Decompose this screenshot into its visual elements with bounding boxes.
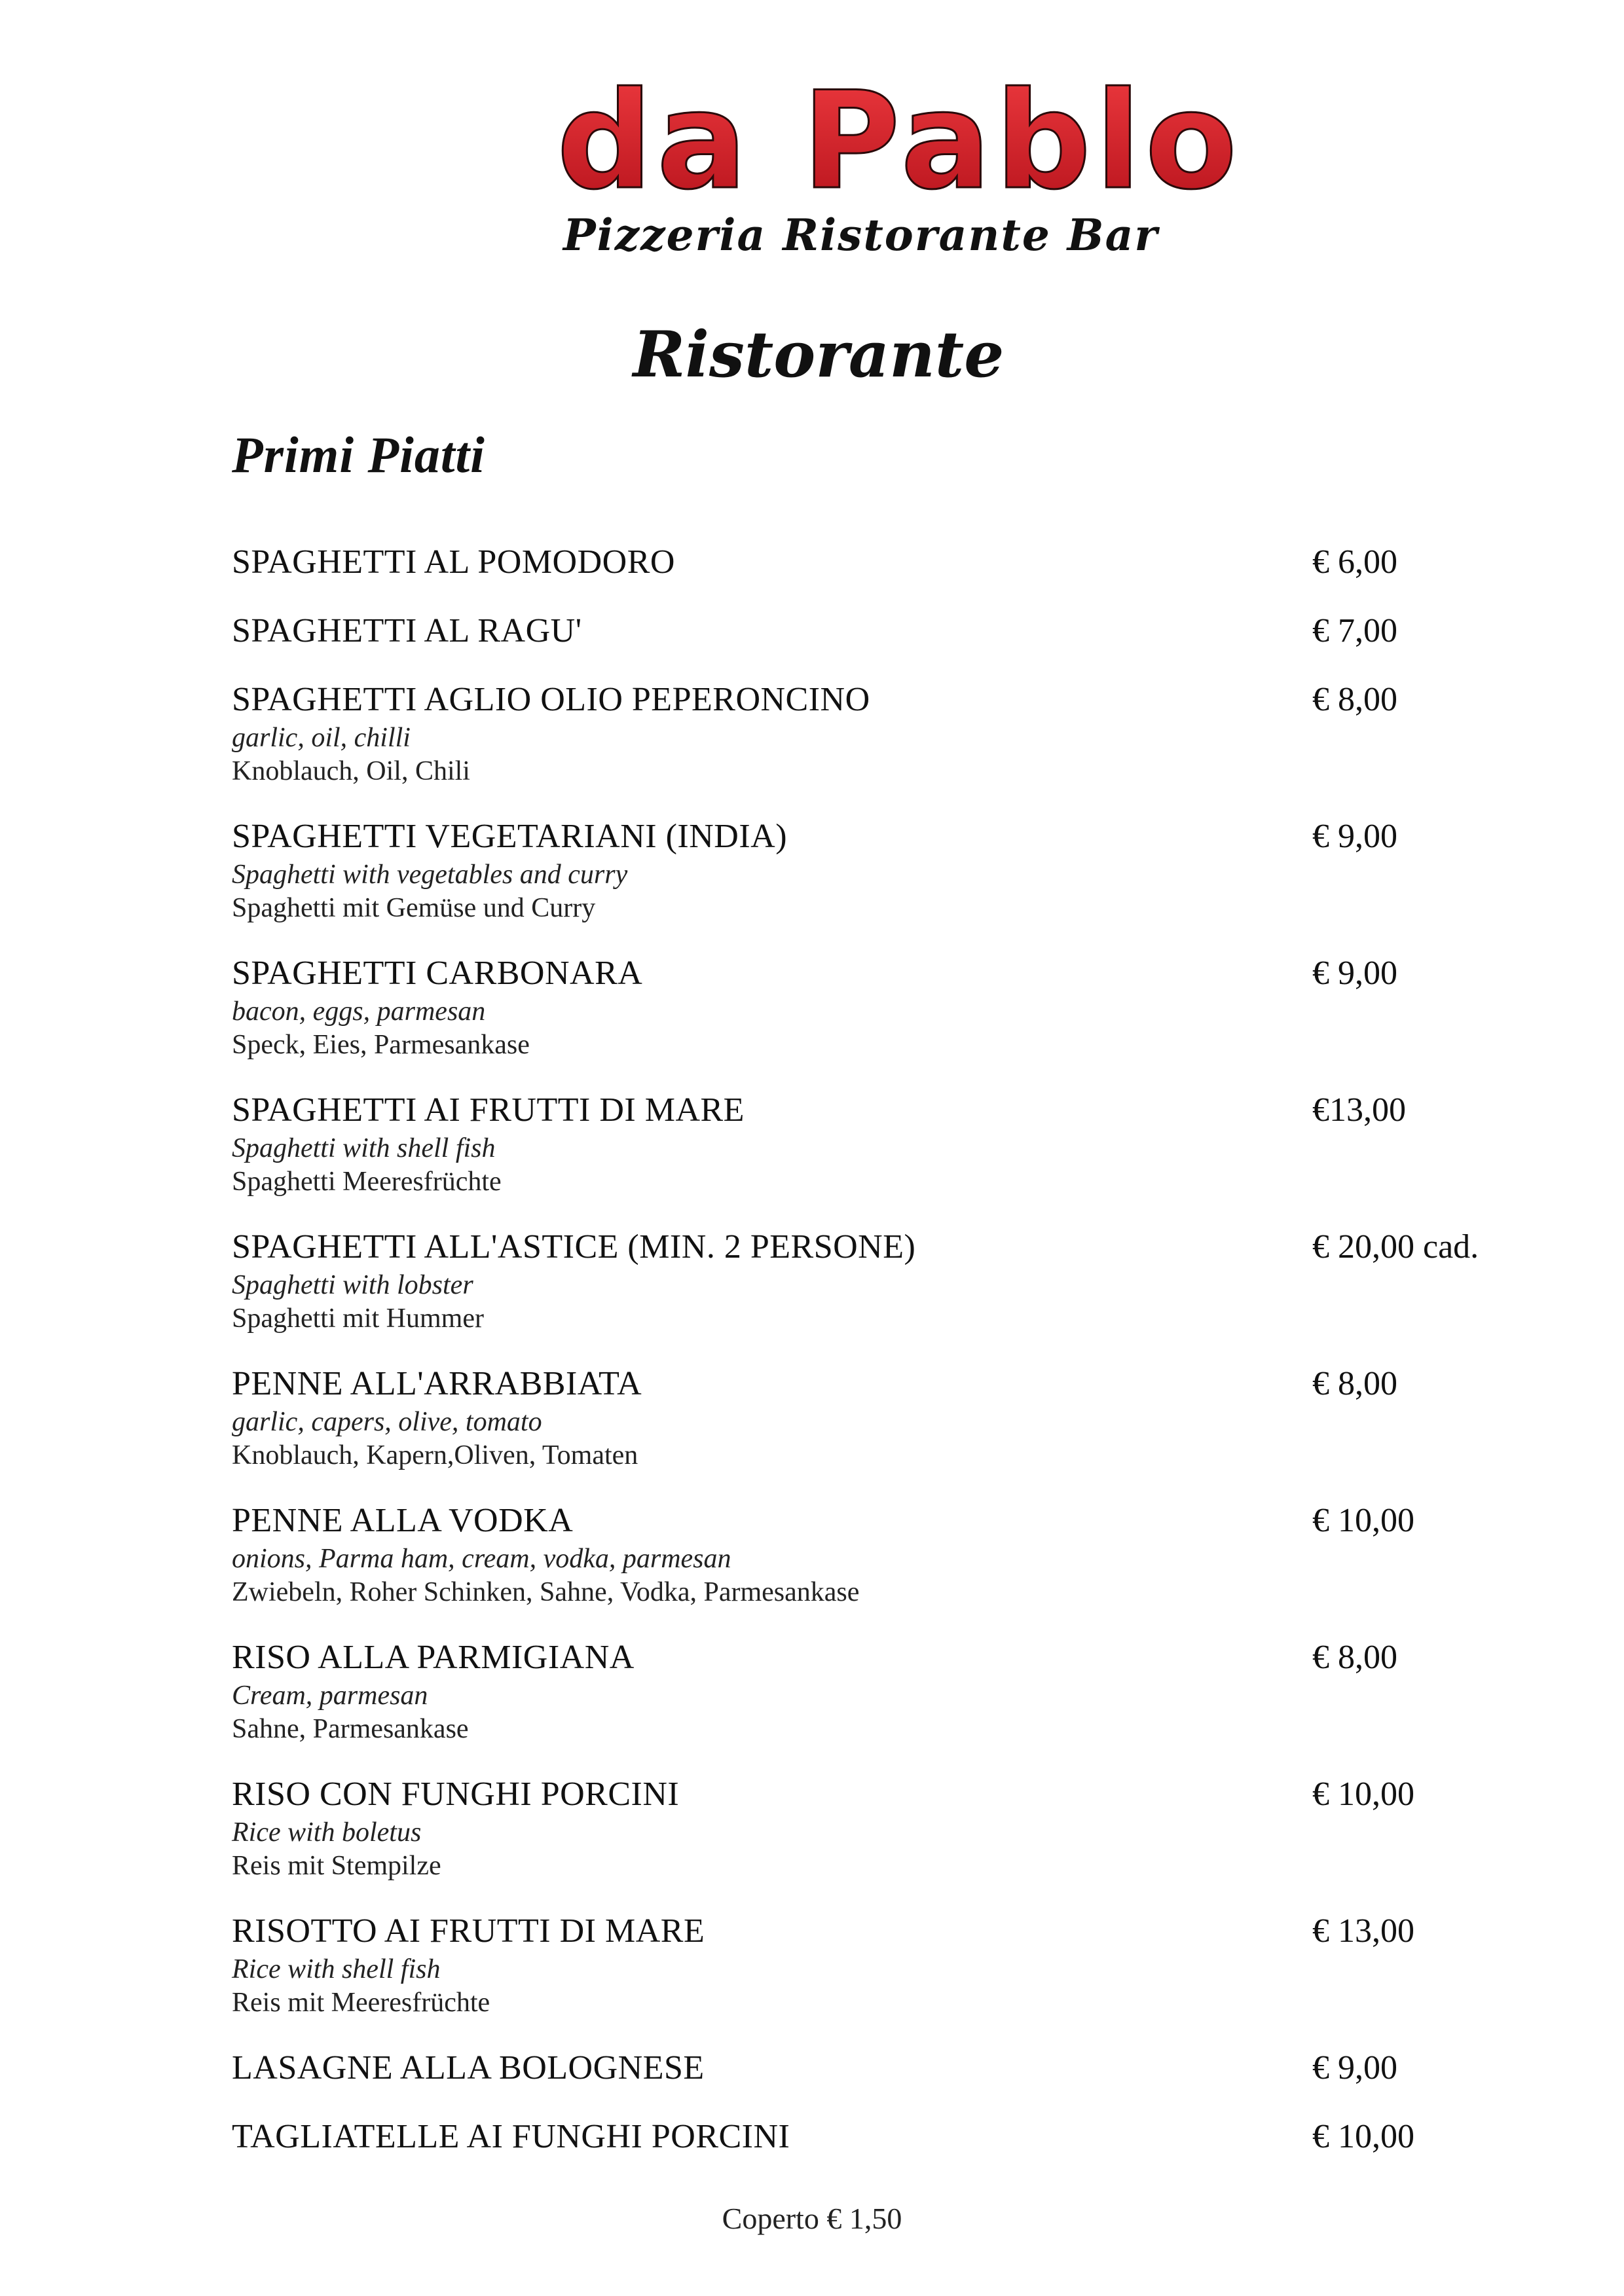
menu-item [232,1362,1515,1472]
item-name: RISO ALLA PARMIGIANA [232,1639,635,1676]
item-name: PENNE ALL'ARRABBIATA [232,1365,642,1402]
item-description-de: Reis mit Stempilze [232,1851,441,1881]
item-description-de: Spaghetti Meeresfrüchte [232,1167,502,1197]
item-description-en: garlic, capers, olive, tomato [232,1407,542,1437]
item-price: € 9,00 [1312,955,1397,992]
logo-text: da Pablo [557,64,1242,219]
item-price: € 10,00 [1312,1502,1414,1539]
menu-item [232,1089,1515,1199]
item-price: € 9,00 [1312,2049,1397,2086]
item-name: SPAGHETTI AGLIO OLIO PEPERONCINO [232,681,870,718]
menu-item [232,1910,1515,2020]
logo [550,64,1242,219]
item-price: € 7,00 [1312,612,1397,649]
item-description-en: garlic, oil, chilli [232,723,411,753]
item-description-en: bacon, eggs, parmesan [232,996,486,1027]
item-name: TAGLIATELLE AI FUNGHI PORCINI [232,2118,790,2155]
item-name: SPAGHETTI AL RAGU' [232,612,582,649]
item-price: € 8,00 [1312,1639,1397,1676]
item-name: SPAGHETTI AL POMODORO [232,543,675,581]
menu-item [232,1773,1515,1883]
item-description-de: Spaghetti mit Hummer [232,1303,484,1334]
menu-item [232,2115,1515,2159]
menu-item [232,541,1515,584]
menu-item [232,1226,1515,1336]
menu-item [232,952,1515,1062]
item-description-de: Sahne, Parmesankase [232,1714,469,1744]
item-description-de: Knoblauch, Kapern,Oliven, Tomaten [232,1440,638,1470]
item-name: SPAGHETTI ALL'ASTICE (MIN. 2 PERSONE) [232,1228,916,1266]
item-name: PENNE ALLA VODKA [232,1502,574,1539]
menu-item [232,815,1515,925]
item-description-de: Speck, Eies, Parmesankase [232,1030,530,1060]
item-name: SPAGHETTI VEGETARIANI (INDIA) [232,818,788,855]
menu-item [232,2047,1515,2090]
section-title: Ristorante [633,318,1005,392]
item-price: € 20,00 cad. [1312,1228,1479,1266]
item-description-en: Rice with boletus [232,1817,422,1848]
item-description-de: Knoblauch, Oil, Chili [232,756,470,786]
item-description-en: onions, Parma ham, cream, vodka, parmesan [232,1544,731,1574]
cover-charge: Coperto € 1,50 [722,2202,902,2235]
item-description-en: Spaghetti with lobster [232,1270,473,1300]
item-price: € 10,00 [1312,1776,1414,1813]
menu-item [232,678,1515,788]
item-price: € 6,00 [1312,543,1397,581]
item-price: € 10,00 [1312,2118,1414,2155]
item-description-en: Spaghetti with vegetables and curry [232,860,628,890]
item-description-de: Spaghetti mit Gemüse und Curry [232,893,596,923]
item-name: LASAGNE ALLA BOLOGNESE [232,2049,705,2086]
menu-item [232,610,1515,653]
item-name: SPAGHETTI CARBONARA [232,955,643,992]
item-price: € 8,00 [1312,1365,1397,1402]
item-name: RISOTTO AI FRUTTI DI MARE [232,1912,705,1950]
item-description-de: Zwiebeln, Roher Schinken, Sahne, Vodka, Parmesankase [232,1577,860,1607]
logo-graphic [550,64,1242,219]
item-description-en: Spaghetti with shell fish [232,1133,496,1163]
item-name: RISO CON FUNGHI PORCINI [232,1776,680,1813]
item-description-de: Reis mit Meeresfrüchte [232,1988,490,2018]
tagline: Pizzeria Ristorante Bar [563,210,1159,261]
item-price: €13,00 [1312,1091,1406,1129]
item-price: € 13,00 [1312,1912,1414,1950]
item-name: SPAGHETTI AI FRUTTI DI MARE [232,1091,745,1129]
menu-item [232,1499,1515,1609]
category-title: Primi Piatti [232,426,485,483]
item-price: € 9,00 [1312,818,1397,855]
menu-item [232,1636,1515,1746]
item-description-en: Rice with shell fish [232,1954,441,1984]
item-description-en: Cream, parmesan [232,1681,428,1711]
item-price: € 8,00 [1312,681,1397,718]
